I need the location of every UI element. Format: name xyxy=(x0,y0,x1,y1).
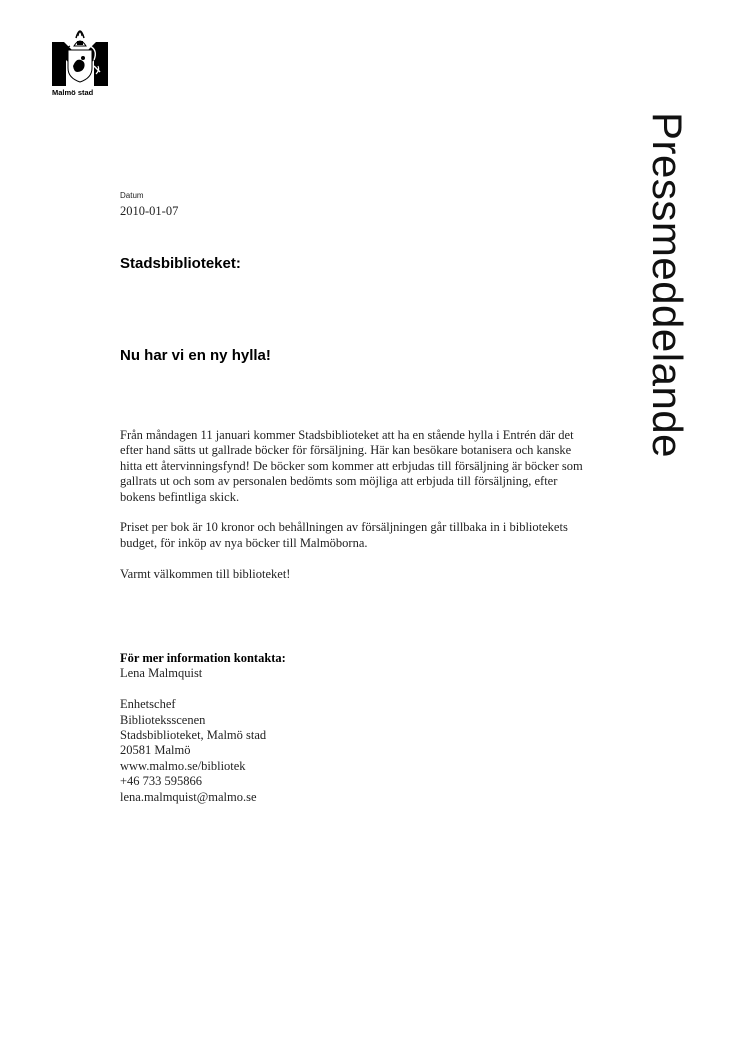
date-value: 2010-01-07 xyxy=(120,204,179,218)
contact-postal: 20581 Malmö xyxy=(120,743,191,758)
headline: Nu har vi en ny hylla! xyxy=(120,347,271,364)
date-label: Datum xyxy=(120,191,144,200)
contact-spacer xyxy=(120,682,420,697)
malmo-coat-of-arms-icon xyxy=(50,22,110,88)
contact-email-link[interactable]: lena.malmquist@malmo.se xyxy=(120,789,257,804)
contact-name: Lena Malmquist xyxy=(120,666,203,681)
logo-caption: Malmö stad xyxy=(52,88,94,97)
body-paragraph: Varmt välkommen till biblioteket! xyxy=(120,566,291,581)
contact-website-link[interactable]: www.malmo.se/bibliotek xyxy=(120,758,246,773)
section-title: Stadsbiblioteket: xyxy=(120,255,241,272)
contact-phone: +46 733 595866 xyxy=(120,774,203,789)
body-paragraph: Priset per bok är 10 kronor och behållningen av försäljningen går tillbaka in i bibliotekets budget, för inköp av nya böcker till Malmöborna. xyxy=(120,520,568,550)
press-release-body xyxy=(120,428,590,597)
contact-heading: För mer information kontakta: xyxy=(120,651,286,665)
contact-organization: Stadsbiblioteket, Malmö stad xyxy=(120,728,267,743)
body-paragraph: Från måndagen 11 januari kommer Stadsbiblioteket att ha en stående hylla i Entrén där det efter hand sätts ut gallrade böcker för försäljning. Här kan besökare botanisera och kanske hitta ett återvinningsfynd! De böcker som kommer att erbjudas till försäljning är böcker som gallrats ut och som av personalen bedömts som möjliga att erbjuda till försäljning, efter bokens befintliga skick. xyxy=(120,428,583,504)
contact-title: Enhetschef xyxy=(120,697,176,712)
press-release-vertical-title xyxy=(620,112,700,562)
contact-block xyxy=(120,651,420,805)
contact-department: Biblioteksscenen xyxy=(120,712,206,727)
vertical-title-text: Pressmeddelande xyxy=(644,112,691,459)
